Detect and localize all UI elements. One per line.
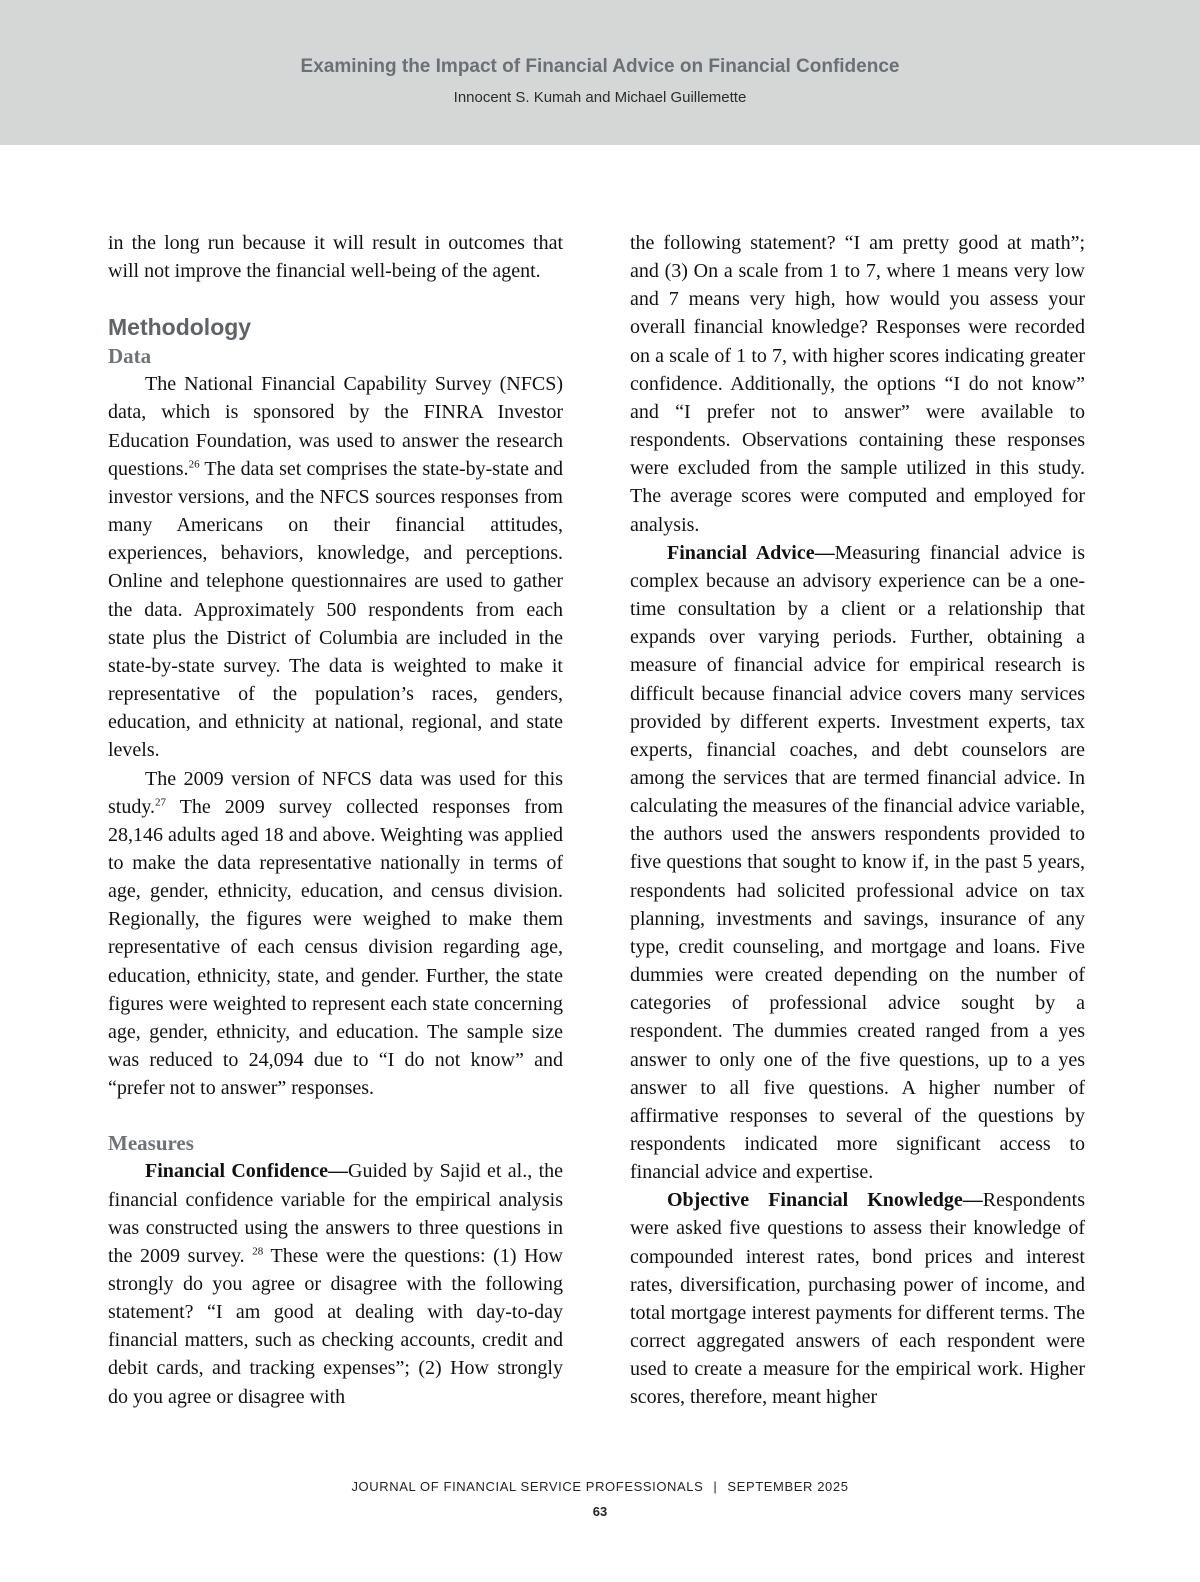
fa-text: Measuring financial advice is complex because an advisory experience can be a one-time consultation by a client or a relationship that expands over varying periods. Further, obtaining a measure of financial advice for empirical research is difficult because financial advice covers many services provided by different experts. Investment experts, tax experts, financial coaches, and debt counselors are among the services that are termed financial advice. In calculating the measures of the financial advice variable, the authors used the answers respondents provided to five questions that sought to know if, in the past 5 years, respondents had solicited professional advice on tax planning, investments and savings, insurance of any type, credit counseling, and mortgage and loans. Five dummies were created depending on the number of categories of professional advice sought by a respondent. The dummies created ranged from a yes answer to only one of the five questions, up to a yes answer to all five questions. A higher number of affirmative responses to several of the questions by respondents indicated more significant access to financial advice and expertise. (630, 541, 1085, 1184)
journal-issue: SEPTEMBER 2025 (727, 1479, 849, 1494)
right-column (630, 229, 1085, 1412)
footer-journal-line (0, 1479, 1200, 1494)
financial-advice-paragraph (630, 539, 1085, 1187)
data-heading: Data (108, 344, 152, 369)
ofk-text: Respondents were asked five questions to assess their knowledge of compounded interest rates, bond prices and interest rates, diversification, purchasing power of income, and total mortgage interest payments for different terms. The correct aggregated answers of each respondent were used to create a measure for the empirical work. Higher scores, therefore, meant higher (630, 1189, 1085, 1409)
financial-confidence-paragraph (108, 1157, 563, 1410)
financial-advice-runin: Financial Advice— (667, 541, 835, 564)
objective-knowledge-paragraph (630, 1186, 1085, 1411)
footnote-ref-26: 26 (188, 458, 200, 471)
continued-paragraph: the following statement? “I am pretty good at math”; and (3) On a scale from 1 to 7, where 1 means very low and 7 means very high, how would you assess your overall financial knowledge? Responses were recorded on a scale of 1 to 7, with higher scores indicating greater confidence. Additionally, the options “I do not know” and “I prefer not to answer” were available to respondents. Observations containing these responses were excluded from the sample utilized in this study. The average scores were computed and employed for analysis. (630, 232, 1085, 536)
data-p1-text-a: The National Financial Capability Survey (NFCS) data, which is sponsored by the FINRA Investor Education Foundation, was used to answer the research questions. (108, 373, 563, 480)
financial-confidence-runin: Financial Confidence— (145, 1160, 349, 1183)
methodology-heading: Methodology (108, 314, 252, 341)
left-column (108, 229, 563, 1411)
data-p1-text-b: The data set comprises the state-by-state and investor versions, and the NFCS sources responses from many Americans on their financial attitudes, experiences, behaviors, knowledge, and perceptions. Online and telephone questionnaires are used to gather the data. Approximately 500 respondents from each state plus the District of Columbia are included in the state-by-state survey. The data is weighted to make it representative of the population’s races, genders, education, and ethnicity at national, regional, and state levels. (108, 457, 563, 762)
data-p2-text-b: The 2009 survey collected responses from 28,146 adults aged 18 and above. Weighting was applied to make the data representative nationally in terms of age, gender, ethnicity, education, and census division. Regionally, the figures were weighed to make them representative of each census division regarding age, education, ethnicity, state, and gender. Further, the state figures were weighted to represent each state concerning age, gender, ethnicity, and education. The sample size was reduced to 24,094 due to “I do not know” and “prefer not to answer” responses. (108, 795, 563, 1100)
page-number: 63 (592, 1504, 608, 1519)
fc-text-b: These were the questions: (1) How strongly do you agree or disagree with the following statement? “I am good at dealing with day-to-day financial matters, such as checking accounts, credit and debit cards, and tracking expenses”; (2) How strongly do you agree or disagree with (108, 1244, 563, 1408)
article-authors: Innocent S. Kumah and Michael Guillemette (453, 89, 747, 106)
footnote-ref-28: 28 (252, 1245, 264, 1258)
running-header (0, 0, 1200, 145)
fc-text-a: Guided by Sajid et al., the financial confidence variable for the empirical analysis was constructed using the answers to three questions in the 2009 survey. (108, 1160, 563, 1267)
article-title: Examining the Impact of Financial Advice on Financial Confidence (300, 56, 900, 77)
data-paragraph-1 (108, 370, 563, 764)
measures-heading: Measures (108, 1131, 194, 1156)
footnote-ref-27: 27 (155, 796, 167, 808)
intro-paragraph: in the long run because it will result in outcomes that will not improve the financial well-being of the agent. (108, 232, 563, 283)
objective-knowledge-runin: Objective Financial Knowledge— (667, 1189, 983, 1212)
data-paragraph-2 (108, 765, 563, 1103)
footer-separator: | (713, 1479, 718, 1494)
data-p2-text-a: The 2009 version of NFCS data was used for this study. (108, 767, 563, 818)
journal-name: JOURNAL OF FINANCIAL SERVICE PROFESSIONALS (351, 1479, 704, 1494)
